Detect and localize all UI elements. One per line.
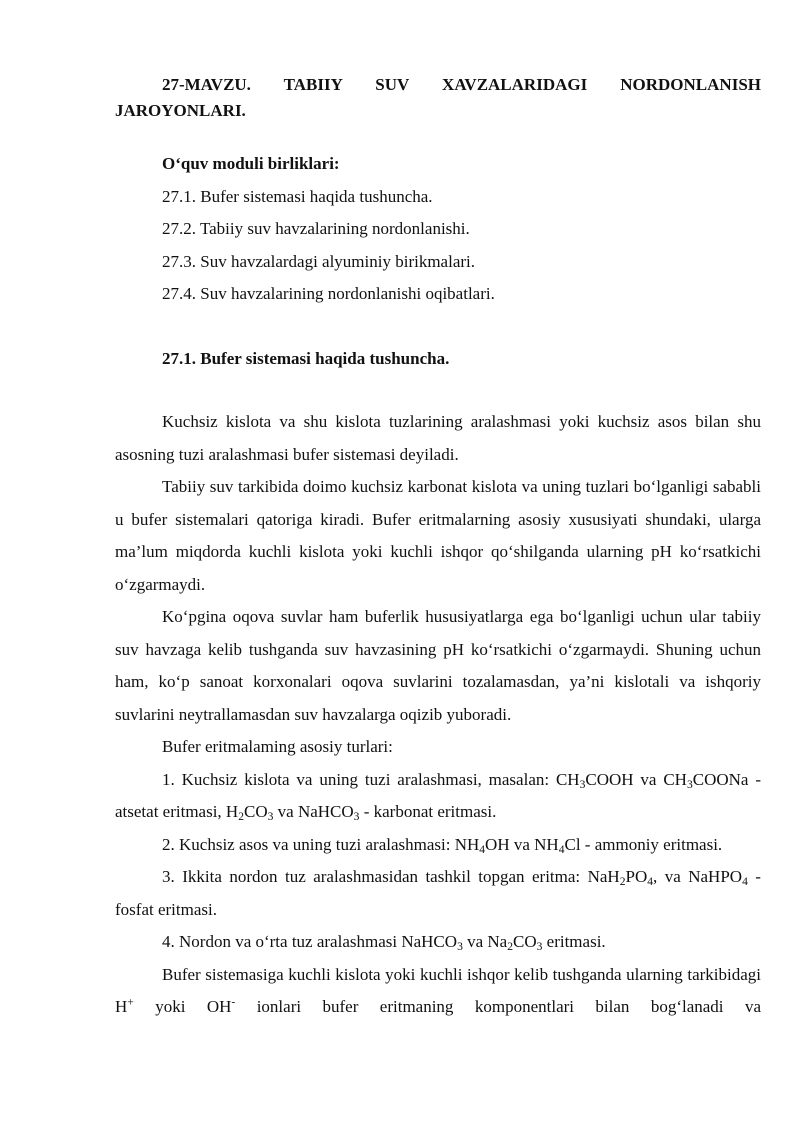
module-item-4: 27.4. Suv havzalarining nordonlanishi oqibatlari. — [162, 284, 495, 303]
buffer-type-3: 3. Ikkita nordon tuz aralashmasidan tashkil topgan eritma: $NaH_2PO_4$, va NaHPO$_4$ - fosfat eritmasi. — [115, 867, 761, 919]
page-title: 27-MAVZU. TABIIY SUV XAVZALARIDAGI NORDONLANISH JAROYONLARI. — [115, 75, 761, 120]
section-heading: 27.1. Bufer sistemasi haqida tushuncha. — [162, 348, 450, 368]
paragraph-1: Kuchsiz kislota va shu kislota tuzlarining aralashmasi yoki kuchsiz asos bilan shu asosning tuzi aralashmasi bufer sistemasi deyiladi. — [115, 412, 761, 464]
paragraph-last: Bufer sistemasiga kuchli kislota yoki kuchli ishqor kelib tushganda ularning tarkibidagi H+ yoki OH- ionlari bufer eritmaning komponentlari bilan bog‘lanadi va — [115, 964, 761, 1016]
buffer-type-2: 2. Kuchsiz asos va uning tuzi aralashmasi: $NH_4OH$ va $NH_4Cl$ - ammoniy eritmasi. — [162, 834, 723, 856]
module-item-2: 27.2. Tabiiy suv havzalarining nordonlanishi. — [162, 219, 470, 238]
module-item-1: 27.1. Bufer sistemasi haqida tushuncha. — [162, 186, 433, 206]
modules-heading: O‘quv moduli birliklari: — [162, 154, 340, 173]
buffer-type-4: 4. Nordon va o‘rta tuz aralashmasi NaHCO$_3$ va $Na_2CO_3$ eritmasi. — [162, 932, 606, 953]
paragraph-2: Tabiiy suv tarkibida doimo kuchsiz karbonat kislota va uning tuzlari bo‘lganligi sababli u bufer sistemalari qatoriga kiradi. Bufer eritmalarning asosiy xususiyati shundaki, ularga ma’lum miqdorda kuchli kislota yoki kuchli ishqor qo‘shilganda ularning pH ko‘rsatkichi o‘zgarmaydi. — [115, 477, 761, 594]
paragraph-3: Ko‘pgina oqova suvlar ham buferlik hususiyatlarga ega bo‘lganligi uchun ular tabiiy suv havzaga kelib tushganda suv havzasining pH ko‘rsatkichi o‘zgarmaydi. Shuning uchun ham, ko‘p sanoat korxonalari oqova suvlarini tozalamasdan, ya’ni kislotali va ishqoriy suvlarini neytrallamasdan suv havzalarga oqizib yuboradi. — [115, 607, 761, 724]
types-heading: Bufer eritmalaming asosiy turlari: — [162, 737, 393, 756]
document-body — [115, 72, 761, 1024]
module-item-3: 27.3. Suv havzalardagi alyuminiy birikmalari. — [162, 251, 476, 271]
buffer-type-1: 1. Kuchsiz kislota va uning tuzi aralashmasi, masalan: $CH_3COOH$ va $CH_3COONa$ - atsetat eritmasi, $H_2CO_3$ va NaHCO$_3$ - karbonat eritmasi. — [115, 769, 761, 823]
